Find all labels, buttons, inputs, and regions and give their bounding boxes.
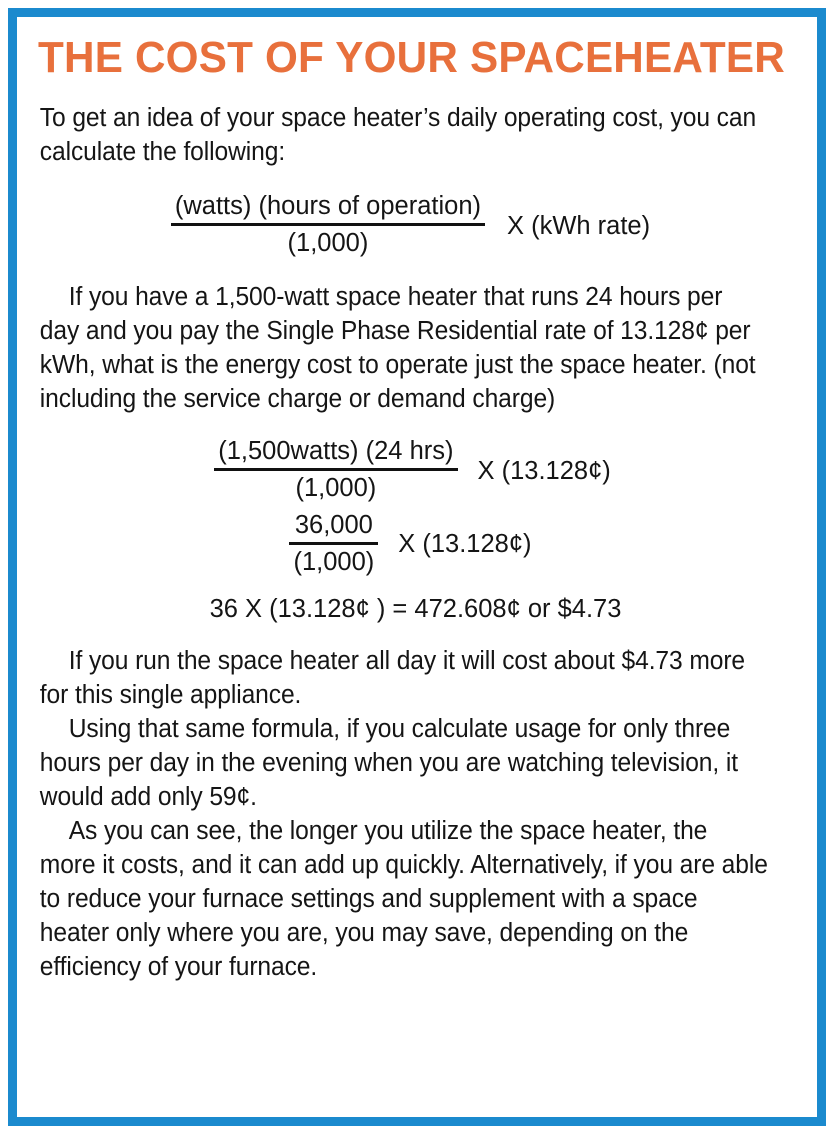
formula-general-denominator: (1,000)	[287, 229, 369, 258]
formula-step1-multiplier: X (13.128¢)	[477, 456, 611, 485]
spacer-after-example	[34, 416, 797, 434]
conclusion-paragraph-2: Using that same formula, if you calculate usage for only three hours per day in the evening when you are watching television, it would add only 59¢.	[39, 714, 738, 811]
formula-general-fraction	[171, 191, 485, 258]
conclusion-paragraph-3: As you can see, the longer you utilize the space heater, the more it costs, and it can add up quickly. Alternatively, if you are able to reduce your furnace settings and supplement with a space heater only where you are, you may save, depending on the efficiency of your furnace.	[39, 816, 768, 981]
document-border-frame	[8, 8, 826, 1126]
formula-step1	[34, 436, 797, 503]
intro-paragraph: To get an idea of your space heater’s daily operating cost, you can calculate the following:	[39, 104, 757, 167]
spacer-after-formula-general	[34, 258, 797, 280]
formula-step1-denominator: (1,000)	[295, 474, 377, 503]
spacer-after-intro	[34, 169, 797, 187]
document-content	[17, 17, 817, 1117]
example-paragraph: If you have a 1,500-watt space heater that runs 24 hours per day and you pay the Single Phase Residential rate of 13.128¢ per kWh, what is the energy cost to operate just the space heater. (not including the service charge or demand charge)	[39, 283, 756, 414]
formula-result-line: 36 X (13.128¢ ) = 472.608¢ or $4.73	[209, 594, 622, 623]
formula-step2-denominator: (1,000)	[293, 547, 375, 576]
formula-step2-multiplier: X (13.128¢)	[398, 530, 532, 559]
formula-general-numerator: (watts) (hours of operation)	[174, 192, 481, 221]
conclusion-paragraph-1: If you run the space heater all day it will cost about $4.73 more for this single appliance.	[39, 646, 746, 709]
formula-step1-numerator: (1,500watts) (24 hrs)	[218, 437, 454, 466]
formula-step2-fraction	[289, 510, 378, 577]
formula-general	[34, 191, 797, 258]
page-title: THE COST OF YOUR SPACEHEATER	[38, 33, 785, 82]
formula-general-multiplier: X (kWh rate)	[507, 211, 651, 240]
formula-step2	[34, 510, 797, 577]
formula-step1-fraction	[214, 436, 457, 503]
formula-step2-numerator: 36,000	[294, 510, 373, 539]
spacer-after-result	[34, 624, 797, 644]
